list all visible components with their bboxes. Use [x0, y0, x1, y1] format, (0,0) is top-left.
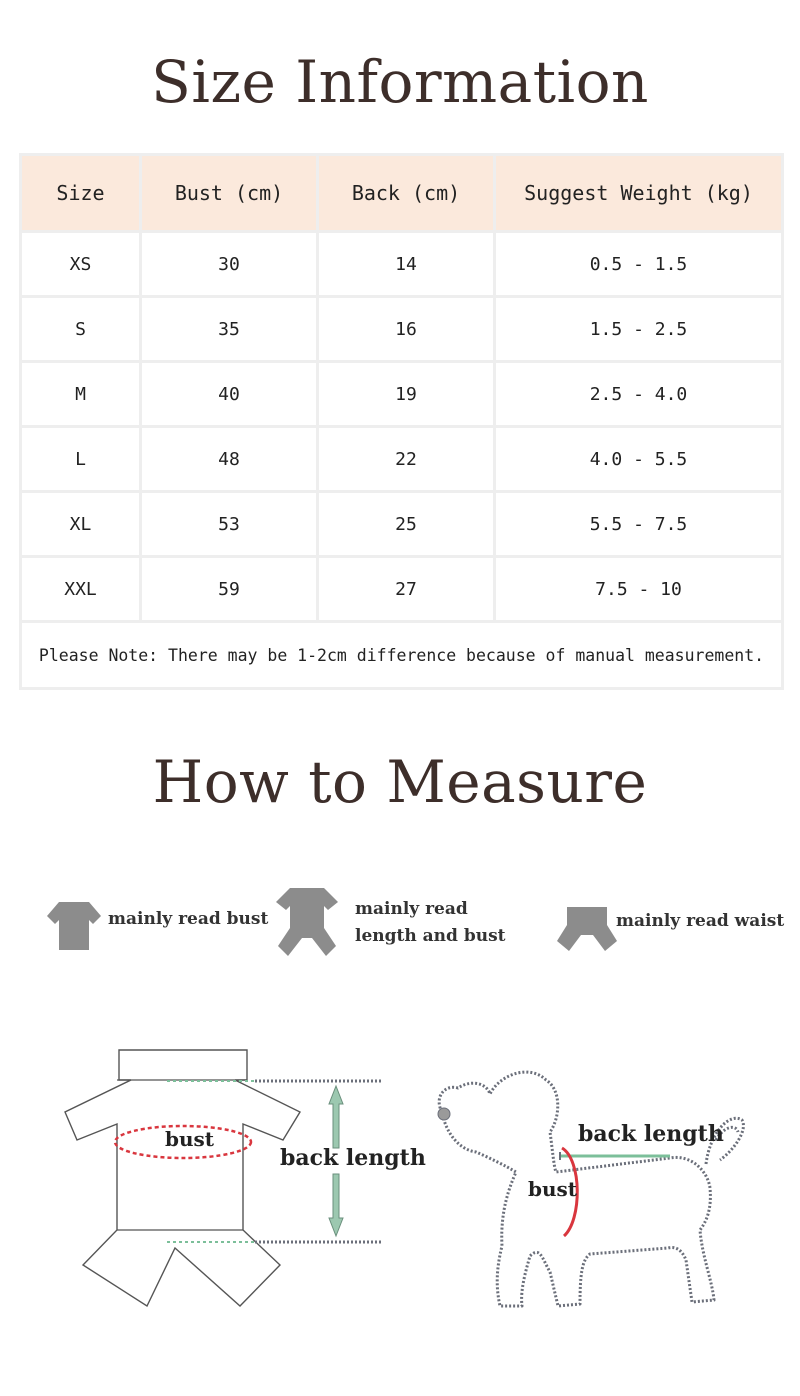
cell-back: 16	[319, 298, 493, 360]
dog-back-length-label: back length	[578, 1121, 724, 1147]
table-row	[22, 363, 781, 425]
table-row	[22, 298, 781, 360]
legend-bust-label: mainly read bust	[108, 909, 269, 929]
size-table	[19, 153, 784, 690]
page-title: Size Information	[151, 48, 649, 116]
shirt-outline	[65, 1050, 300, 1306]
cell-size: M	[22, 363, 139, 425]
dog-nose	[438, 1108, 450, 1120]
cell-bust: 40	[142, 363, 316, 425]
shirt-bust-label: bust	[165, 1127, 215, 1151]
jumpsuit-icon	[272, 884, 342, 960]
legend-length-label-line2: length and bust	[355, 926, 506, 946]
cell-bust: 35	[142, 298, 316, 360]
cell-size: L	[22, 428, 139, 490]
cell-back: 25	[319, 493, 493, 555]
legend-length-label-line1: mainly read	[355, 899, 468, 919]
cell-weight: 0.5 - 1.5	[496, 233, 781, 295]
table-row	[22, 233, 781, 295]
cell-bust: 48	[142, 428, 316, 490]
dog-diagram	[430, 1060, 750, 1315]
cell-weight: 2.5 - 4.0	[496, 363, 781, 425]
cell-back: 19	[319, 363, 493, 425]
shirt-diagram	[55, 1040, 395, 1315]
table-row	[22, 558, 781, 620]
cell-size: XXL	[22, 558, 139, 620]
legend-waist-label: mainly read waist	[616, 911, 785, 931]
table-note-row	[22, 623, 781, 687]
shorts-icon	[555, 905, 619, 953]
header-size: Size	[22, 156, 139, 230]
header-bust: Bust (cm)	[142, 156, 316, 230]
cell-bust: 59	[142, 558, 316, 620]
cell-weight: 1.5 - 2.5	[496, 298, 781, 360]
cell-back: 27	[319, 558, 493, 620]
cell-size: S	[22, 298, 139, 360]
cell-bust: 53	[142, 493, 316, 555]
table-header-row	[22, 156, 781, 230]
dog-bust-label: bust	[528, 1177, 578, 1201]
dog-outline	[439, 1072, 743, 1306]
table-row	[22, 428, 781, 490]
cell-size: XL	[22, 493, 139, 555]
section-title: How to Measure	[152, 748, 648, 816]
cell-back: 22	[319, 428, 493, 490]
cell-weight: 5.5 - 7.5	[496, 493, 781, 555]
cell-back: 14	[319, 233, 493, 295]
cell-size: XS	[22, 233, 139, 295]
measurement-note: Please Note: There may be 1-2cm difference because of manual measurement.	[22, 623, 781, 687]
table-row	[22, 493, 781, 555]
cell-weight: 7.5 - 10	[496, 558, 781, 620]
header-weight: Suggest Weight (kg)	[496, 156, 781, 230]
cell-bust: 30	[142, 233, 316, 295]
header-back: Back (cm)	[319, 156, 493, 230]
cell-weight: 4.0 - 5.5	[496, 428, 781, 490]
shirt-back-length-label: back length	[280, 1145, 426, 1171]
shirt-icon	[45, 896, 103, 956]
